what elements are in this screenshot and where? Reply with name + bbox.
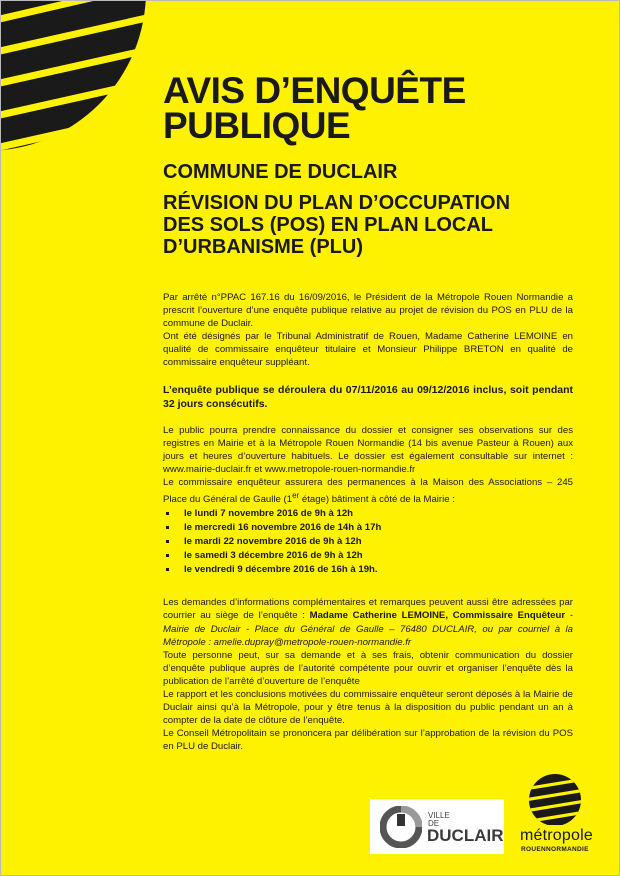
access-paragraph: Toute personne peut, sur sa demande et à ses frais, obtenir communication du dossier d’enquête publique auprès de l’autorité compétente pour ouvrir et organiser l’enquête dès la publication de l’arrêté d’ouverture de l’enquête: [163, 649, 573, 687]
ville-label: VILLE: [428, 811, 450, 820]
report-paragraph: Le rapport et les conclusions motivées du commissaire enquêteur seront déposés à la Mairie de Duclair ainsi qu’à la Métropole, pour y être tenus à la disposition du public pendant un an à compter de la date de clôture de l’enquête.: [163, 688, 573, 727]
list-item: le lundi 7 novembre 2016 de 9h à 12h: [163, 507, 573, 521]
duclair-name: DUCLAIR: [427, 826, 504, 845]
revision-subtitle: [163, 192, 510, 258]
decorative-stripes-graphic: [1, 1, 161, 161]
title-line-1: AVIS D’ENQUÊTE: [163, 70, 466, 111]
permanences-intro-a: Le commissaire enquêteur assurera des permanences à la Maison des Associations – 245 Place du Général de Gaulle (1: [163, 476, 573, 506]
title-line-2: PUBLIQUE: [163, 105, 351, 146]
permanences-intro-b: étage) bâtiment à côté de la Mairie :: [299, 494, 455, 506]
metropole-emblem-icon: [524, 773, 586, 825]
council-paragraph: Le Conseil Métropolitain se prononcera par délibération sur l’approbation de la révision du POS en PLU de Duclair.: [163, 728, 573, 753]
metropole-name: métropole: [520, 827, 593, 844]
consultation-paragraph: Le public pourra prendre connaissance du dossier et consigner ses observations sur des registres en Mairie et à la Métropole Rouen Normandie (14 bis avenue Pasteur à Rouen) aux jours et heures d’ouverture habituels. Le dossier est également consultable sur internet : www.mairie-duclair.fr et www.metropole-rouen-normandie.fr: [163, 424, 573, 475]
notice-body: [163, 291, 573, 753]
permanences-intro: [163, 476, 573, 506]
decree-paragraph: Par arrêté n°PPAC 167.16 du 16/09/2016, le Président de la Métropole Rouen Normandie a prescrit l’ouverture d’une enquête publique relative au projet de révision du POS en PLU de la commune de Duclair.: [163, 292, 573, 330]
duclair-logo: [370, 799, 504, 854]
list-item: le mardi 22 novembre 2016 de 9h à 12h: [163, 535, 573, 549]
list-item: le vendredi 9 décembre 2016 de 16h à 19h.: [163, 563, 573, 577]
commissioners-paragraph: Ont été désignés par le Tribunal Administratif de Rouen, Madame Catherine LEMOINE en qualité de commissaire enquêteur titulaire et Monsieur Philippe BRETON en qualité de commissaire enquêteur suppléant.: [163, 331, 573, 369]
subtitle-line-2: DES SOLS (POS) EN PLAN LOCAL: [163, 214, 494, 236]
notice-title: [163, 70, 466, 146]
subtitle-line-3: D’URBANISME (PLU): [163, 236, 363, 258]
contact-text: Les demandes d’informations complémentaires et remarques peuvent aussi être adressées par courrier au siège de l’enquête :: [163, 597, 573, 622]
permanences-list: [163, 507, 573, 577]
metropole-region: ROUENNORMANDIE: [521, 846, 589, 853]
subtitle-line-1: RÉVISION DU PLAN D’OCCUPATION: [163, 192, 511, 214]
duclair-emblem-icon: [380, 806, 422, 848]
list-item: le mercredi 16 novembre 2016 de 14h à 17h: [163, 521, 573, 535]
commune-heading: COMMUNE DE DUCLAIR: [163, 161, 398, 183]
inquiry-dates: L’enquête publique se déroulera du 07/11/2016 au 09/12/2016 inclus, soit pendant 32 jours consécutifs.: [163, 383, 573, 410]
floor-sup: er: [292, 491, 300, 501]
contact-address: - Mairie de Duclair - Place du Général de Gaulle – 76480 DUCLAIR, ou par courriel à la Métropole : amelie.dupray@metropole-rouen-normandie.fr: [163, 610, 573, 648]
list-item: le samedi 3 décembre 2016 de 9h à 12h: [163, 549, 573, 563]
commissioner-name: Madame Catherine LEMOINE, Commissaire Enquêteur: [309, 610, 566, 622]
de-label: DE: [428, 819, 440, 828]
contact-paragraph: [163, 596, 573, 648]
